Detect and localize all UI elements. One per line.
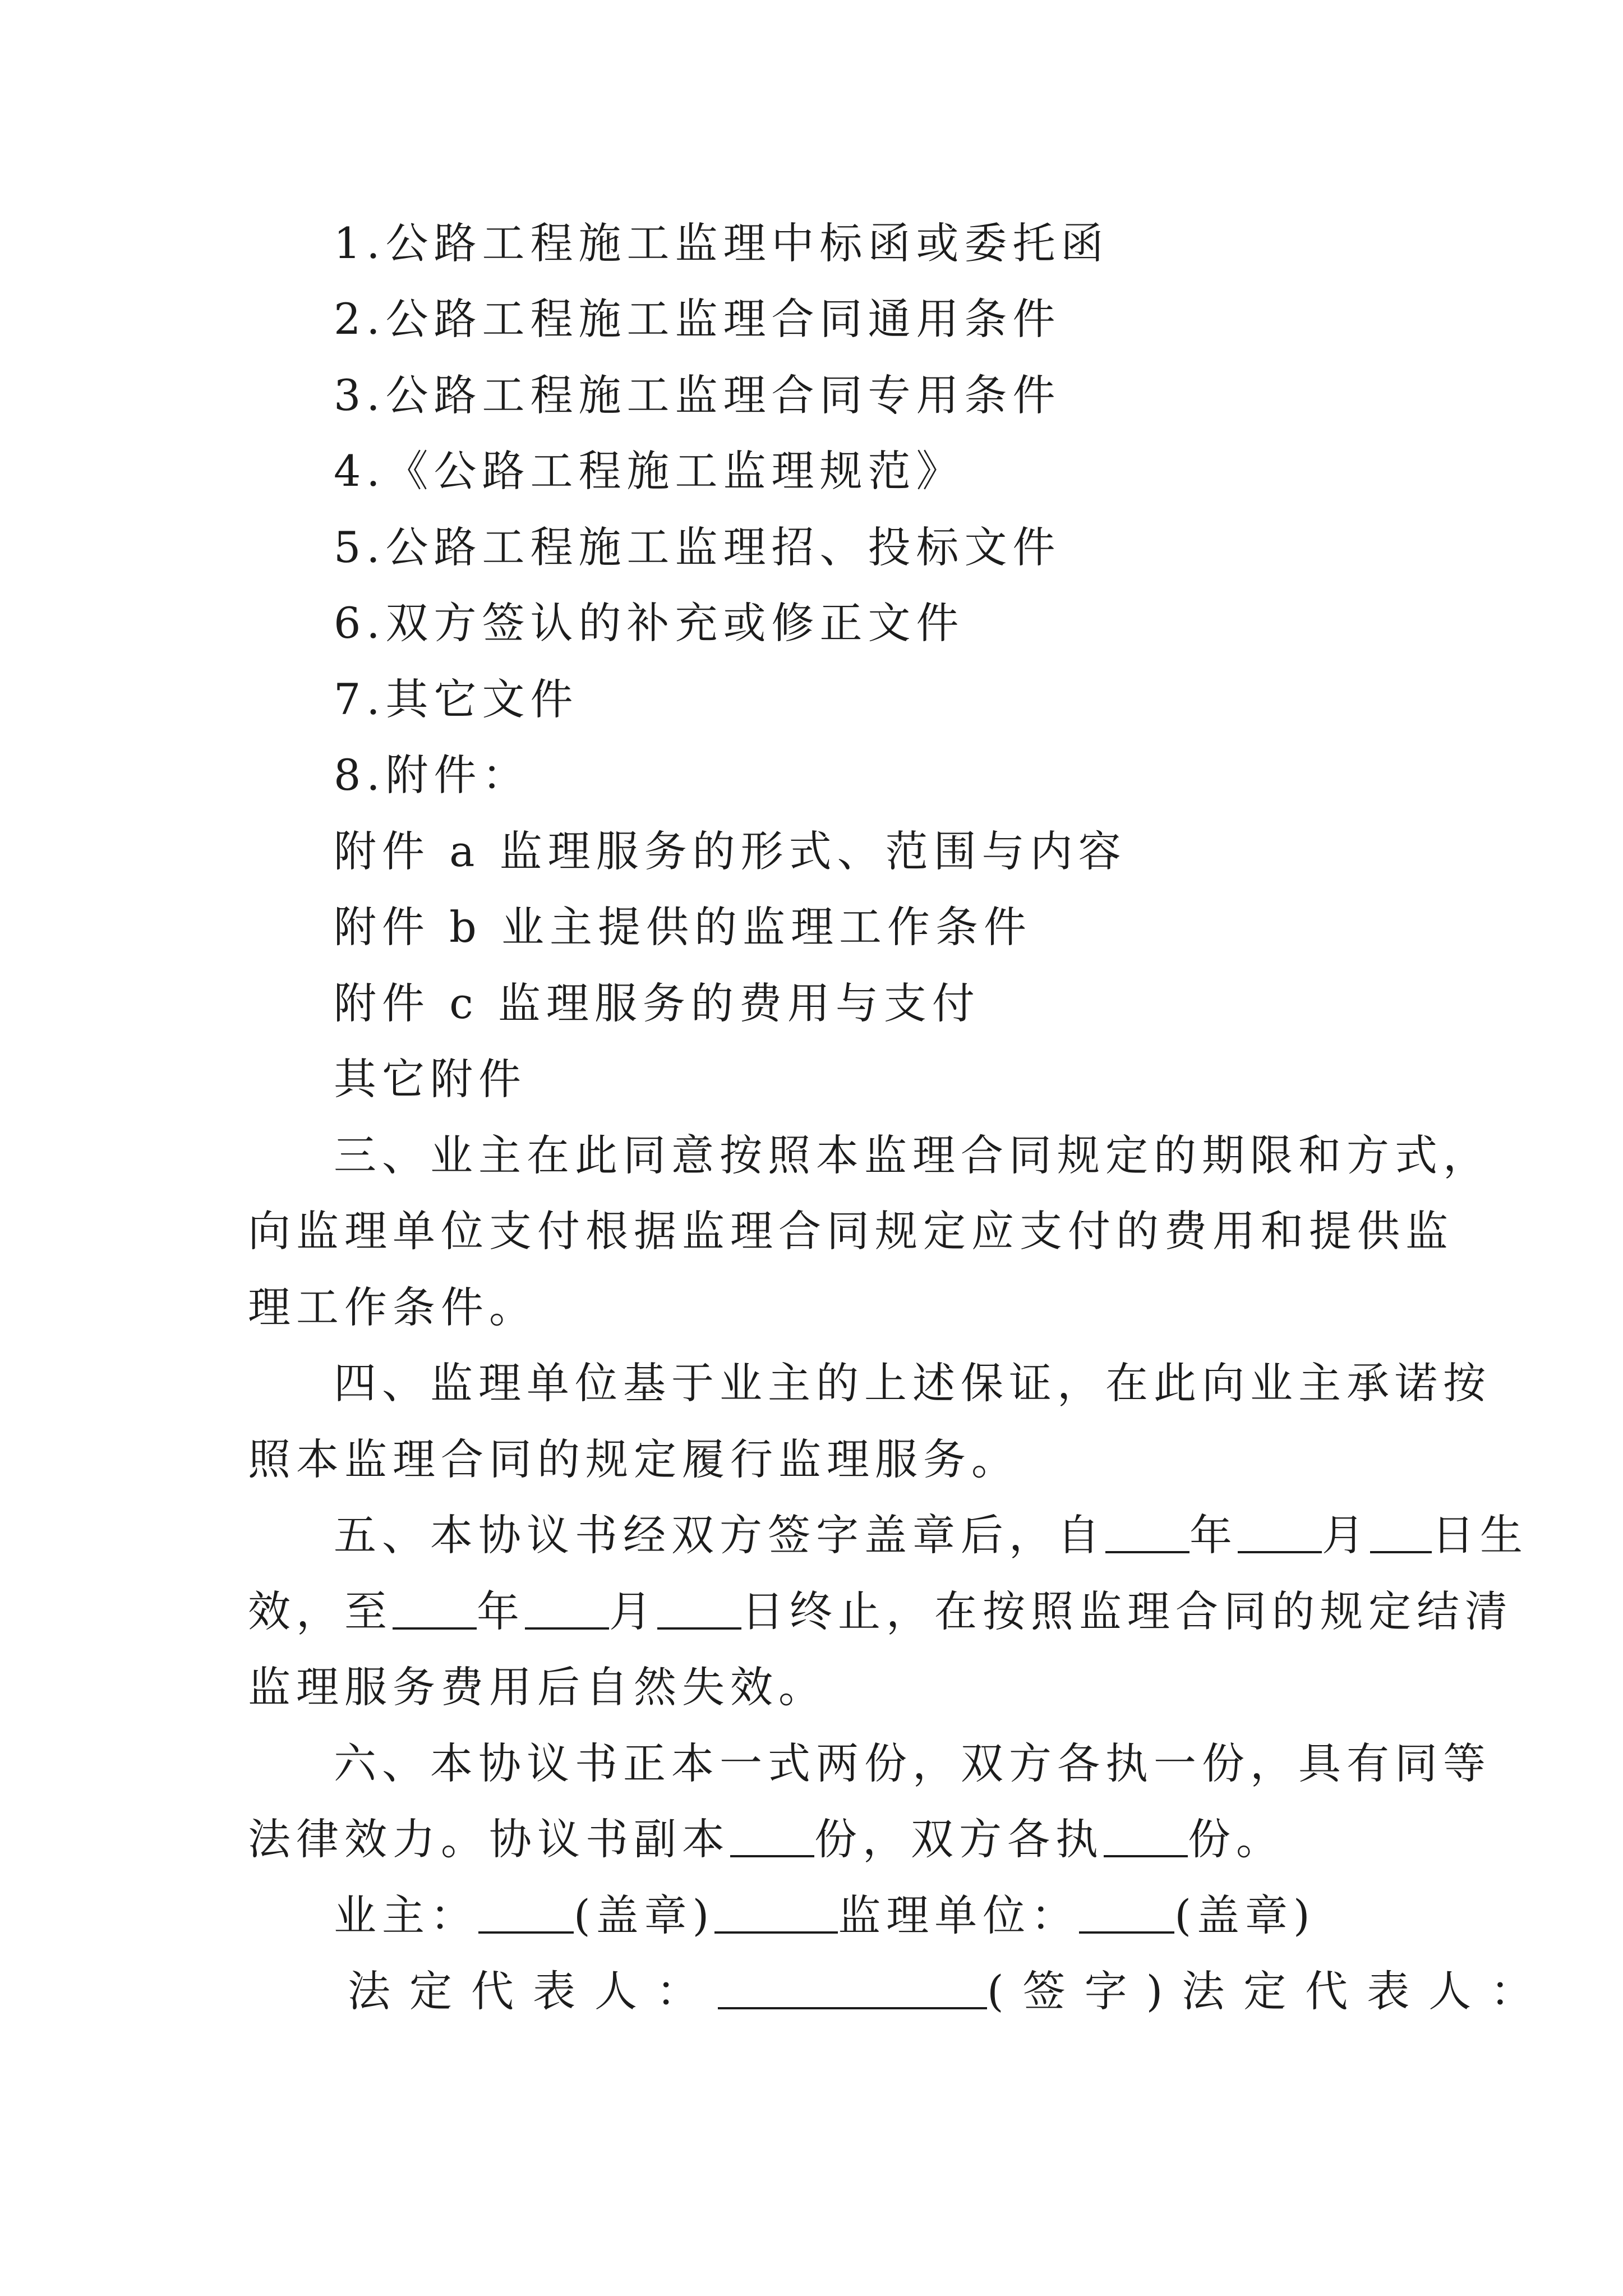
attachment-c: 附件 c 监理服务的费用与支付: [334, 978, 980, 1028]
list-item-7: 7.其它文件: [334, 674, 579, 724]
blank-end-year: [393, 1588, 477, 1630]
blank-supervisor: [1079, 1892, 1174, 1934]
blank-start-month: [1238, 1512, 1322, 1553]
para5-month2: 月: [609, 1586, 657, 1636]
sign-line1: [334, 1888, 1316, 1944]
para5-day: 日生: [1432, 1510, 1528, 1560]
blank-rep-signature: [718, 1968, 987, 2009]
para5-text-a: 五、本协议书经双方签字盖章后，自: [334, 1510, 1105, 1560]
blank-start-year: [1105, 1512, 1189, 1553]
para6-text-a: 法律效力。协议书副本: [248, 1814, 730, 1864]
list-item-6: 6.双方签认的补充或修正文件: [334, 598, 965, 648]
list-item-3: 3.公路工程施工监理合同专用条件: [334, 370, 1061, 420]
blank-end-month: [525, 1588, 609, 1630]
list-item-1: 1.公路工程施工监理中标函或委托函: [334, 218, 1109, 268]
blank-owner: [478, 1892, 574, 1934]
attachment-a: 附件 a 监理服务的形式、范围与内容: [334, 826, 1127, 876]
blank-end-day: [657, 1588, 741, 1630]
rep-label: 法定代表人：: [348, 1966, 718, 2016]
blank-between: [714, 1892, 838, 1934]
owner-label: 业主：: [334, 1890, 478, 1940]
para4-line1: 四、监理单位基于业主的上述保证，在此向业主承诺按: [334, 1358, 1491, 1408]
para3-line1: 三、业主在此同意按照本监理合同规定的期限和方式，: [334, 1130, 1491, 1180]
attachment-b: 附件 b 业主提供的监理工作条件: [334, 902, 1032, 952]
para4-line2: 照本监理合同的规定履行监理服务。: [248, 1434, 1020, 1484]
rep-label-2: 法定代表人：: [1182, 1966, 1552, 2016]
para5-year: 年: [1189, 1510, 1238, 1560]
blank-start-day: [1370, 1512, 1432, 1553]
para5-year2: 年: [477, 1586, 525, 1636]
supervisor-seal: (盖章): [1174, 1890, 1316, 1940]
list-item-8: 8.附件：: [334, 750, 531, 800]
para3-line2: 向监理单位支付根据监理合同规定应支付的费用和提供监: [248, 1206, 1454, 1256]
blank-each-copies: [1104, 1816, 1188, 1857]
list-item-2: 2.公路工程施工监理合同通用条件: [334, 294, 1061, 344]
sign-label: (签字): [987, 1966, 1182, 2016]
para3-line3: 理工作条件。: [248, 1282, 537, 1332]
sign-line2: [348, 1963, 1552, 2019]
para5-text-b: 效，至: [248, 1586, 393, 1636]
para5-line3: 监理服务费用后自然失效。: [248, 1662, 827, 1712]
para6-text-c: 份。: [1188, 1814, 1284, 1864]
list-item-5: 5.公路工程施工监理招、投标文件: [334, 522, 1061, 572]
blank-copies: [730, 1816, 814, 1857]
attachment-other: 其它附件: [334, 1054, 527, 1104]
para6-line1: 六、本协议书正本一式两份，双方各执一份，具有同等: [334, 1738, 1491, 1788]
list-item-4: 4.《公路工程施工监理规范》: [334, 446, 965, 496]
para5-line1: [334, 1507, 1528, 1563]
para6-text-b: 份，双方各执: [814, 1814, 1104, 1864]
supervisor-label: 监理单位：: [838, 1890, 1080, 1940]
para5-month: 月: [1322, 1510, 1370, 1560]
para5-line2: [248, 1584, 1513, 1640]
owner-seal: (盖章): [574, 1890, 715, 1940]
para5-text-c: 日终止，在按照监理合同的规定结清: [741, 1586, 1513, 1636]
para6-line2: [248, 1811, 1284, 1867]
